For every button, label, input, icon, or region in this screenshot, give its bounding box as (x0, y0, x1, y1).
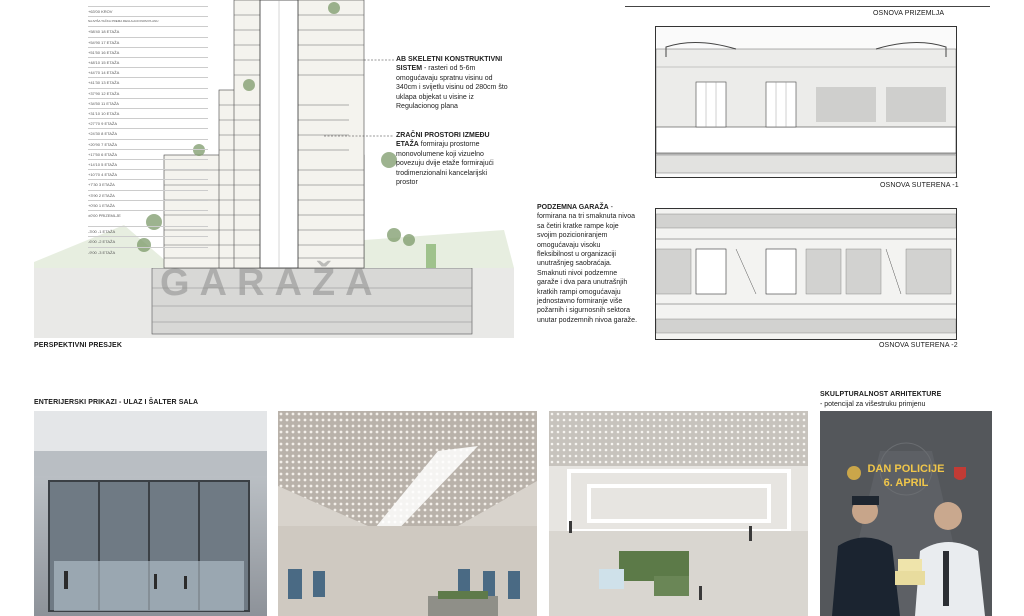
annotation-air-body: formiraju prostorne monovolumene koji vizuelno povezuju dvije etaže formirajući trodimenzionalni kancelarijski prostor (396, 141, 494, 187)
plan-divider-line (625, 6, 990, 7)
annotation-air-spaces (396, 131, 508, 187)
ground-plan-caption: OSNOVA PRIZEMLJA (873, 10, 945, 17)
poster-date: 6. APRIL (883, 477, 929, 489)
annotation-ab-body: - rasteri od 5-6m omogućavaju spratnu visinu od 340cm i svijetlu visinu od 280cm što uklapa objekat u visine iz Regulacionog plana (396, 65, 508, 111)
sculptural-subtitle: - potencijal za višestruku primjenu (820, 401, 926, 408)
annotation-garage-title: PODZEMNA GARAŽA (537, 204, 609, 211)
police-day-poster (820, 411, 992, 616)
basement1-caption: OSNOVA SUTERENA -1 (880, 182, 959, 189)
interiors-caption: ENTERIJERSKI PRIKAZI - ULAZ I ŠALTER SALA (34, 399, 199, 406)
poster-title: DAN POLICIJE (867, 463, 945, 475)
annotation-ab-system (396, 55, 508, 111)
annotation-air-title: ZRAČNI PROSTORI IZMEĐU ETAŽA (396, 132, 490, 149)
section-caption: PERSPEKTIVNI PRESJEK (34, 342, 122, 349)
annotation-garage (537, 203, 637, 325)
sculptural-title: SKULPTURALNOST ARHITEKTURE (820, 391, 942, 398)
interior-render-counter-hall (278, 411, 537, 616)
basement2-caption: OSNOVA SUTERENA -2 (879, 342, 958, 349)
basement2-plan (655, 208, 957, 340)
interior-render-entrance (34, 411, 267, 616)
ground-floor-plan (655, 26, 957, 178)
interior-render-atrium (549, 411, 808, 616)
annotation-ab-title: AB SKELETNI KONSTRUKTIVNI SISTEM (396, 56, 503, 73)
level-labels: +63'00 KROV NAJVIŠA TAČKA PREMA REGULACIONOM PLANU +58'40 18 ETAŽA +54'90 17 ETAŽA +51'50 16 ETAŽA +48'10 15 ETAŽA +44'70 14 ETAŽA +41'30 13 ETAŽA +37'90 12 ETAŽA +34'50 11 ETAŽA +31'10 10 ETAŽA +27'70 9 ETAŽA +24'30 8 ETAŽA +20'90 7 ETAŽA +17'50 6 ETAŽA +14'10 5 ETAŽA +10'70 4 ETAŽA +7'30 3 ETAŽA +3'90 2 ETAŽA +0'50 1 ETAŽA ±0'00 PRIZEMLJE -3'00 -1 ETAŽA -6'00 -2 ETAŽA -9'00 -3 ETAŽA (88, 6, 148, 257)
garage-watermark: GARAŽA (160, 262, 383, 304)
annotation-garage-body: - formirana na tri smaknuta nivoa sa četiri kratke rampe koje svojim pozicioniranjem omogućavaju visoku fleksibilnost u organizaciji unutrašnjeg saobraćaja. Smaknuti nivoi podzemne garaže i dva para unutrašnjih kratkih rampi omogućavaju jednostavno formiranje više požarnih i sigurnosnih sektora unutar podzemnih nivoa garaže. (537, 204, 638, 324)
